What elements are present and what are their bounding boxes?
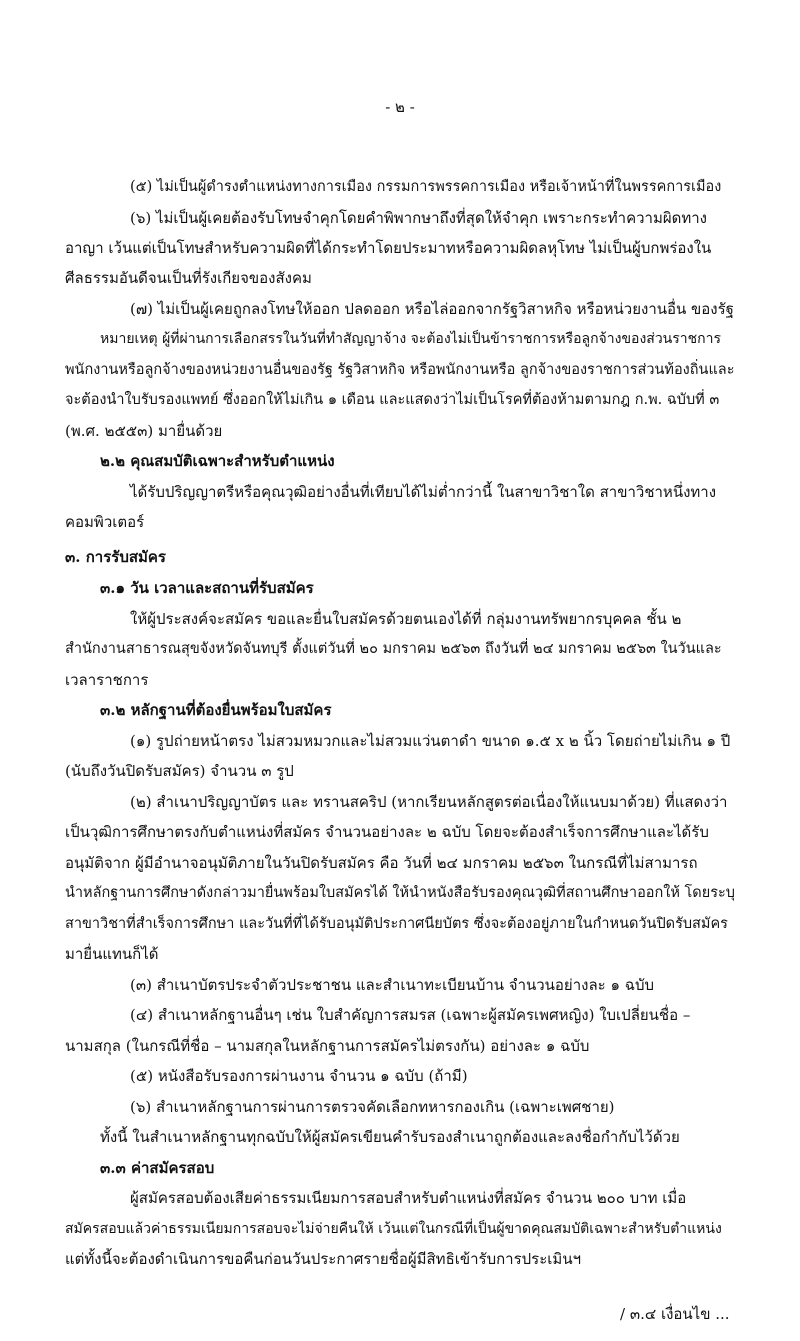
text-line: เวลาราชการ bbox=[65, 671, 149, 689]
text-line: (พ.ศ. ๒๕๕๓) มายื่นด้วย bbox=[65, 422, 223, 440]
page-footer-continuation: / ๓.๔ เงื่อนไข ... bbox=[620, 1305, 730, 1323]
text-line: (๑) รูปถ่ายหน้าตรง ไม่สวมหมวกและไม่สวมแว่นตาดำ ขนาด ๑.๕ x ๒ นิ้ว โดยถ่ายไม่เกิน ๑ ปี bbox=[130, 732, 731, 750]
text-line: (๓) สำเนาบัตรประจำตัวประชาชน และสำเนาทะเบียนบ้าน จำนวนอย่างละ ๑ ฉบับ bbox=[130, 976, 655, 994]
text-line: คอมพิวเตอร์ bbox=[65, 513, 145, 531]
text-line: (๕) ไม่เป็นผู้ดำรงตำแหน่งทางการเมือง กรรมการพรรคการเมือง หรือเจ้าหน้าที่ในพรรคการเมือง bbox=[130, 179, 722, 195]
text-line: ได้รับปริญญาตรีหรือคุณวุฒิอย่างอื่นที่เทียบได้ไม่ต่ำกว่านี้ ในสาขาวิชาใด สาขาวิชาหนึ่งทาง bbox=[130, 483, 717, 501]
text-line: (๕) หนังสือรับรองการผ่านงาน จำนวน ๑ ฉบับ (ถ้ามี) bbox=[130, 1067, 468, 1085]
text-line: (นับถึงวันปิดรับสมัคร) จำนวน ๓ รูป bbox=[65, 762, 294, 780]
text-line: ผู้สมัครสอบต้องเสียค่าธรรมเนียมการสอบสำหรับตำแหน่งที่สมัคร จำนวน ๒๐๐ บาท เมื่อ bbox=[130, 1189, 687, 1207]
text-line: พนักงานหรือลูกจ้างของหน่วยงานอื่นของรัฐ รัฐวิสาหกิจ หรือพนักงานหรือ ลูกจ้างของราชการส่วนท้องถิ่นและ bbox=[65, 362, 735, 378]
text-line: นำหลักฐานการศึกษาดังกล่าวมายื่นพร้อมใบสมัครได้ ให้นำหนังสือรับรองคุณวุฒิที่สถานศึกษาออกให้ โดยระบุ bbox=[65, 885, 736, 901]
text-line: (๖) ไม่เป็นผู้เคยต้องรับโทษจำคุกโดยคำพิพากษาถึงที่สุดให้จำคุก เพราะกระทำความผิดทาง bbox=[130, 209, 708, 227]
text-line: เป็นวุฒิการศึกษาตรงกับตำแหน่งที่สมัคร จำนวนอย่างละ ๒ ฉบับ โดยจะต้องสำเร็จการศึกษาและได้รับ bbox=[65, 823, 709, 841]
text-line: (๖) สำเนาหลักฐานการผ่านการตรวจคัดเลือกทหารกองเกิน (เฉพาะเพศชาย) bbox=[130, 1098, 615, 1116]
section-heading: ๓.๒ หลักฐานที่ต้องยื่นพร้อมใบสมัคร bbox=[100, 701, 332, 719]
text-line: สมัครสอบแล้วค่าธรรมเนียมการสอบจะไม่จ่ายคืนให้ เว้นแต่ในกรณีที่เป็นผู้ขาดคุณสมบัติเฉพาะสำหรับตำแหน่ง bbox=[65, 1221, 722, 1237]
text-line: (๒) สำเนาปริญญาบัตร และ ทรานสคริป (หากเรียนหลักสูตรต่อเนื่องให้แนบมาด้วย) ที่แสดงว่า bbox=[130, 793, 728, 811]
text-line: (๗) ไม่เป็นผู้เคยถูกลงโทษให้ออก ปลดออก หรือไล่ออกจากรัฐวิสาหกิจ หรือหน่วยงานอื่น ของรัฐ bbox=[130, 300, 734, 318]
page-number: - ๒ - bbox=[385, 98, 415, 116]
text-line: ให้ผู้ประสงค์จะสมัคร ขอและยื่นใบสมัครด้วยตนเองได้ที่ กลุ่มงานทรัพยากรบุคคล ชั้น ๒ bbox=[130, 610, 682, 628]
section-heading: ๒.๒ คุณสมบัติเฉพาะสำหรับตำแหน่ง bbox=[100, 452, 335, 470]
section-heading: ๓. การรับสมัคร bbox=[65, 548, 166, 566]
text-line: สาขาวิชาที่สำเร็จการศึกษา และวันที่ที่ได้รับอนุมัติประกาศนียบัตร ซึ่งจะต้องอยู่ภายในกำหนดวันปิดรับสมัคร bbox=[65, 916, 728, 932]
section-heading: ๓.๑ วัน เวลาและสถานที่รับสมัคร bbox=[100, 579, 314, 597]
section-heading: ๓.๓ ค่าสมัครสอบ bbox=[100, 1159, 215, 1177]
text-line: สำนักงานสาธารณสุขจังหวัดจันทบุรี ตั้งแต่วันที่ ๒๐ มกราคม ๒๕๖๓ ถึงวันที่ ๒๔ มกราคม ๒๕๖๓ ในวันและ bbox=[65, 641, 722, 657]
text-line: อนุมัติจาก ผู้มีอำนาจอนุมัติภายในวันปิดรับสมัคร คือ วันที่ ๒๔ มกราคม ๒๕๖๓ ในกรณีที่ไม่สามารถ bbox=[65, 854, 698, 872]
text-line: จะต้องนำใบรับรองแพทย์ ซึ่งออกให้ไม่เกิน ๑ เดือน และแสดงว่าไม่เป็นโรคที่ต้องห้ามตามกฎ ก.พ. ฉบับที่ ๓ bbox=[65, 392, 720, 408]
text-line: ศีลธรรมอันดีจนเป็นที่รังเกียจของสังคม bbox=[65, 269, 312, 287]
text-line: นามสกุล (ในกรณีที่ชื่อ – นามสกุลในหลักฐานการสมัครไม่ตรงกัน) อย่างละ ๑ ฉบับ bbox=[65, 1037, 590, 1055]
text-line: มายื่นแทนก็ได้ bbox=[65, 945, 159, 963]
text-line: อาญา เว้นแต่เป็นโทษสำหรับความผิดที่ได้กระทำโดยประมาทหรือความผิดลหุโทษ ไม่เป็นผู้บกพร่องใน bbox=[65, 239, 712, 257]
text-line: ทั้งนี้ ในสำเนาหลักฐานทุกฉบับให้ผู้สมัครเขียนคำรับรองสำเนาถูกต้องและลงชื่อกำกับไว้ด้วย bbox=[100, 1128, 680, 1146]
text-line: (๔) สำเนาหลักฐานอื่นๆ เช่น ใบสำคัญการสมรส (เฉพาะผู้สมัครเพศหญิง) ใบเปลี่ยนชื่อ – bbox=[130, 1006, 691, 1024]
text-line: แต่ทั้งนี้จะต้องดำเนินการขอคืนก่อนวันประกาศรายชื่อผู้มีสิทธิเข้ารับการประเมินฯ bbox=[65, 1250, 581, 1268]
text-line: หมายเหตุ ผู้ที่ผ่านการเลือกสรรในวันที่ทำสัญญาจ้าง จะต้องไม่เป็นข้าราชการหรือลูกจ้างของส่วนราชการ bbox=[100, 331, 721, 347]
